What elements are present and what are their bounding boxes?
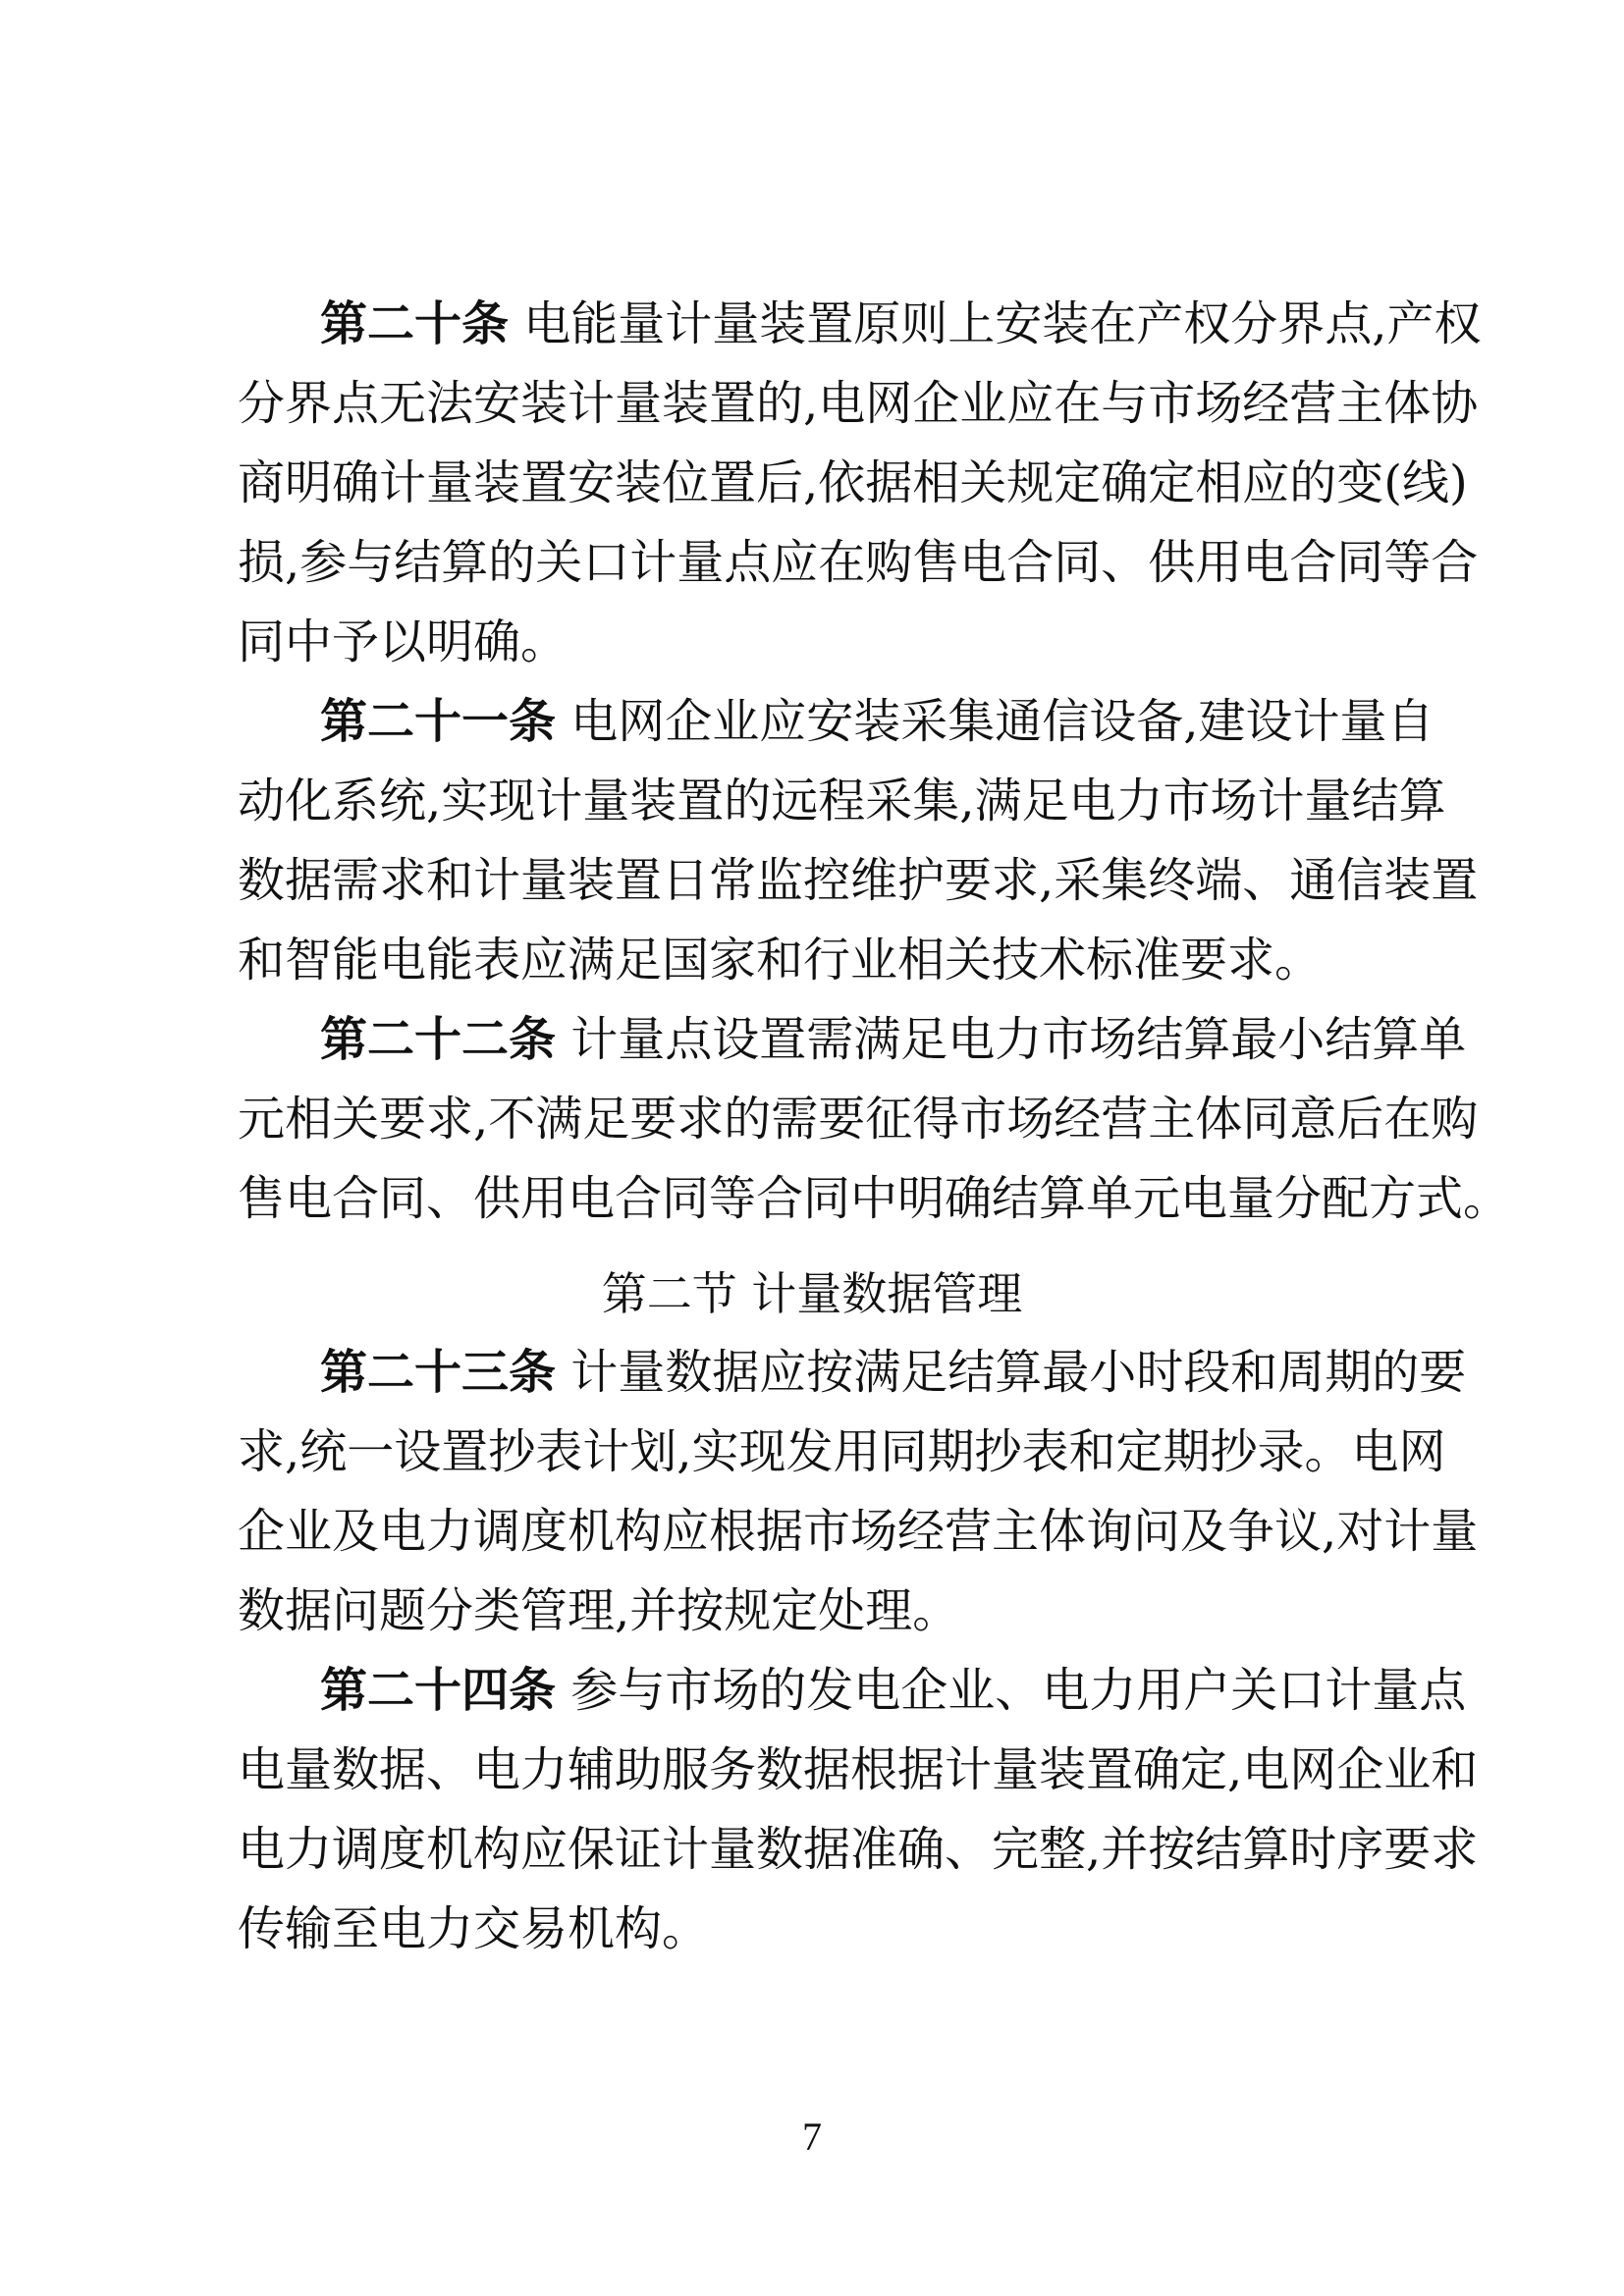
article-24-line-1 — [320, 1661, 1467, 1720]
article-21-text: 电网企业应安装采集通信设备,建设计量自 — [556, 694, 1435, 749]
article-21-line-4: 和智能电能表应满足国家和行业相关技术标准要求。 — [238, 933, 1323, 988]
article-24-text: 参与市场的发电企业、电力用户关口计量点 — [556, 1663, 1467, 1718]
article-20-line-2: 分界点无法安装计量装置的,电网企业应在与市场经营主体协 — [238, 376, 1479, 431]
article-22-line-3: 售电合同、供用电合同等合同中明确结算单元电量分配方式。 — [238, 1171, 1511, 1226]
article-23-line-4: 数据问题分类管理,并按规定处理。 — [238, 1583, 960, 1638]
article-20-line-5: 同中予以明确。 — [238, 614, 568, 669]
article-21-line-3: 数据需求和计量装置日常监控维护要求,采集终端、通信装置 — [238, 853, 1479, 908]
article-20-text: 电能量计量装置原则上安装在产权分界点,产权 — [509, 296, 1482, 351]
article-22-title: 第二十二条 — [320, 1012, 557, 1067]
article-23-line-3: 企业及电力调度机构应根据市场经营主体询问及争议,对计量 — [238, 1504, 1479, 1559]
article-23-line-2: 求,统一设置抄表计划,实现发用同期抄表和定期抄录。电网 — [238, 1424, 1446, 1479]
article-21-line-2: 动化系统,实现计量装置的远程采集,满足电力市场计量结算 — [238, 774, 1446, 828]
article-20-line-4: 损,参与结算的关口计量点应在购售电合同、供用电合同等合 — [238, 535, 1479, 590]
article-22-line-2: 元相关要求,不满足要求的需要征得市场经营主体同意后在购 — [238, 1092, 1479, 1147]
article-24-line-2: 电量数据、电力辅助服务数据根据计量装置确定,电网企业和 — [238, 1742, 1479, 1797]
section-title: 第二节 计量数据管理 — [601, 1267, 1023, 1320]
article-24-line-3: 电力调度机构应保证计量数据准确、完整,并按结算时序要求 — [238, 1822, 1479, 1877]
page-number: 7 — [802, 2114, 822, 2159]
article-23-line-1 — [320, 1343, 1467, 1402]
article-21-line-1 — [320, 692, 1435, 751]
article-20-line-3: 商明确计量装置安装位置后,依据相关规定确定相应的变(线) — [238, 455, 1468, 510]
article-24-line-4: 传输至电力交易机构。 — [238, 1901, 710, 1956]
article-20-line-1 — [320, 294, 1482, 353]
article-20-title: 第二十条 — [320, 296, 510, 351]
article-23-text: 计量数据应按满足结算最小时段和周期的要 — [556, 1345, 1467, 1400]
article-24-title: 第二十四条 — [320, 1663, 557, 1718]
article-22-text: 计量点设置需满足电力市场结算最小结算单 — [556, 1012, 1467, 1067]
article-21-title: 第二十一条 — [320, 694, 557, 749]
article-22-line-1 — [320, 1010, 1467, 1069]
article-23-title: 第二十三条 — [320, 1345, 557, 1400]
